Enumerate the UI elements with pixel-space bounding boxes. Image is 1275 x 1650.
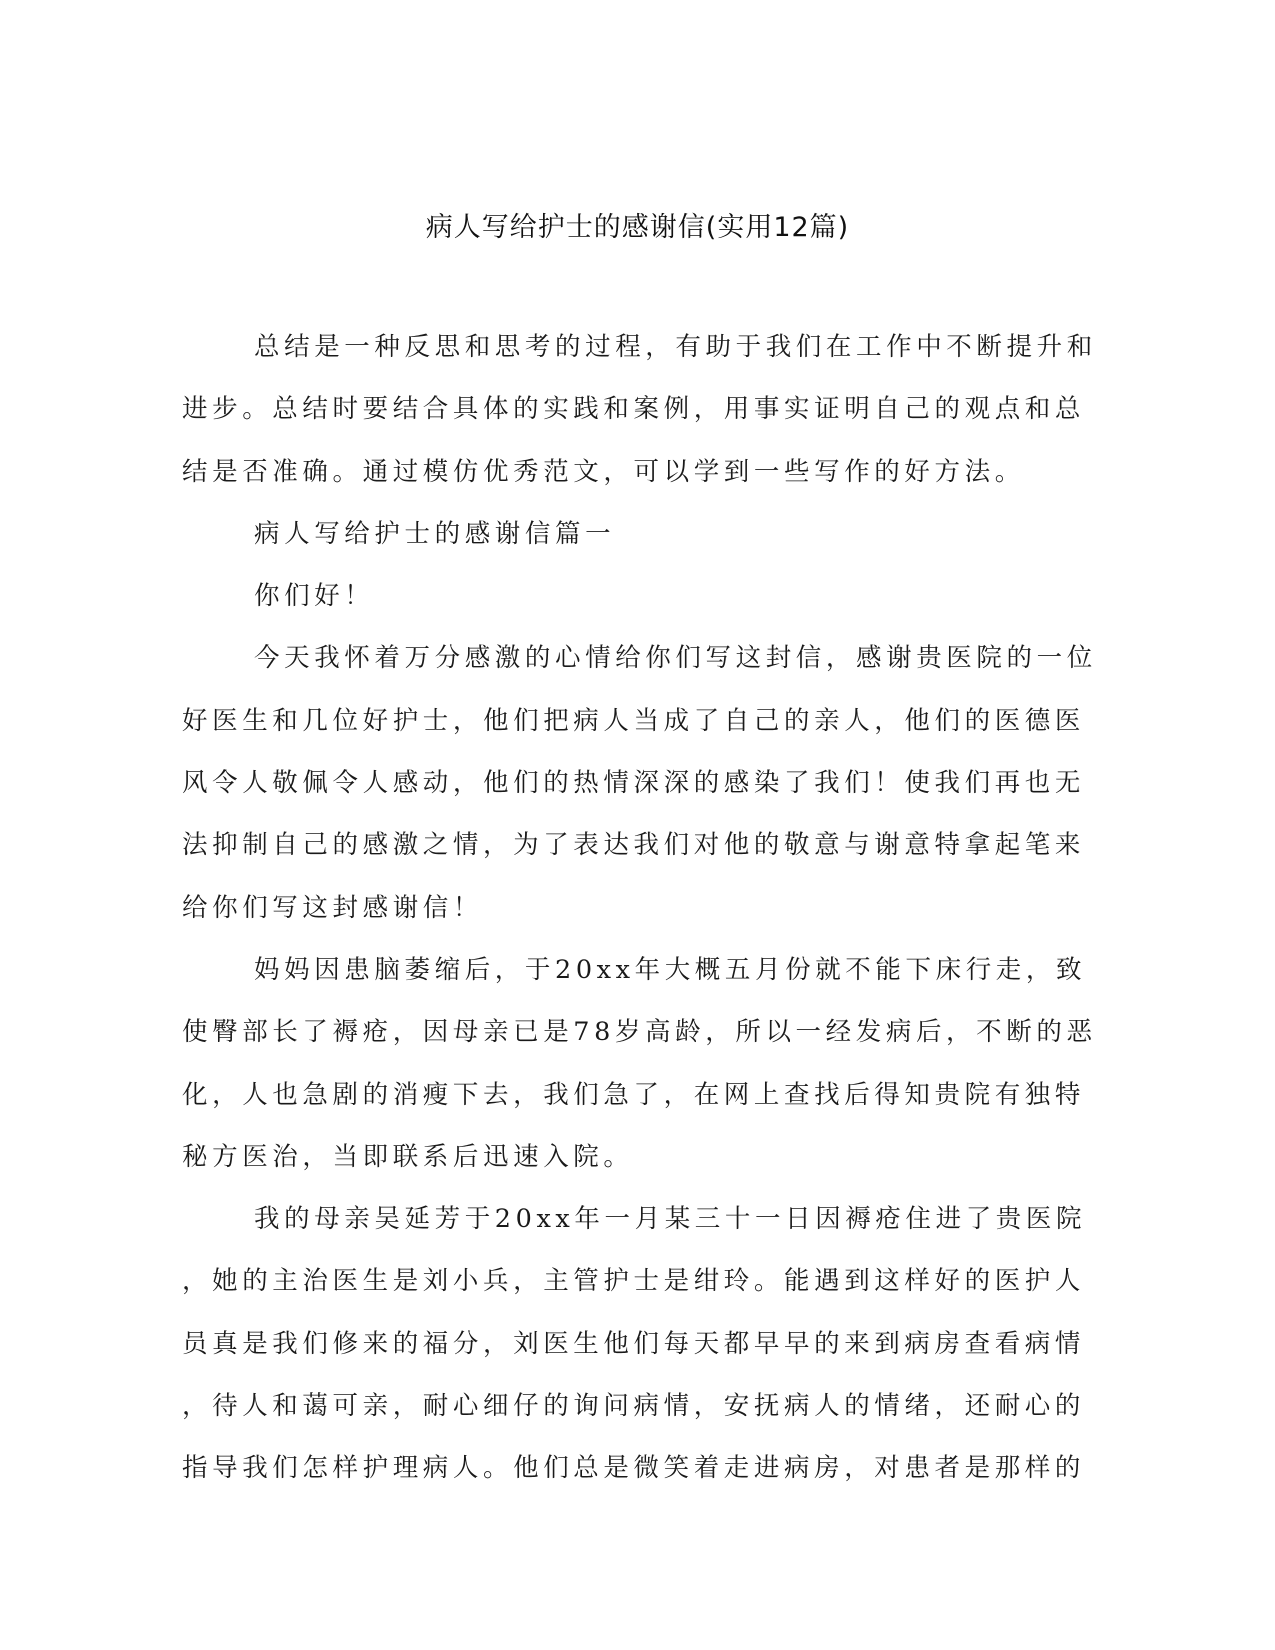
paragraph-line: 员真是我们修来的福分，刘医生他们每天都早早的来到病房查看病情 — [182, 1328, 1086, 1359]
paragraph-line: 结是否准确。通过模仿优秀范文，可以学到一些写作的好方法。 — [182, 456, 1025, 487]
paragraph-line: ，待人和蔼可亲，耐心细仔的询问病情，安抚病人的情绪，还耐心的 — [182, 1391, 1086, 1422]
paragraph-line: 法抑制自己的感激之情，为了表达我们对他的敬意与谢意特拿起笔来 — [182, 830, 1086, 861]
salutation: 你们好！ — [254, 581, 375, 612]
document-body — [182, 316, 1097, 1500]
section-heading: 病人写给护士的感谢信篇一 — [254, 518, 616, 549]
paragraph-line: 好医生和几位好护士，他们把病人当成了自己的亲人，他们的医德医 — [182, 705, 1086, 736]
paragraph-line: ，她的主治医生是刘小兵，主管护士是绀玲。能遇到这样好的医护人 — [182, 1266, 1086, 1297]
paragraph-line: 秘方医治，当即联系后迅速入院。 — [182, 1141, 634, 1172]
paragraph-line: 风令人敬佩令人感动，他们的热情深深的感染了我们！使我们再也无 — [182, 768, 1086, 799]
document-title: 病人写给护士的感谢信(实用12篇) — [425, 212, 850, 243]
paragraph-line: 指导我们怎样护理病人。他们总是微笑着走进病房，对患者是那样的 — [182, 1453, 1086, 1484]
paragraph-line: 妈妈因患脑萎缩后，于20xx年大概五月份就不能下床行走，致 — [254, 954, 1087, 985]
paragraph-line: 我的母亲吴延芳于20xx年一月某三十一日因褥疮住进了贵医院 — [254, 1204, 1087, 1235]
paragraph-line: 使臀部长了褥疮，因母亲已是78岁高龄，所以一经发病后，不断的恶 — [182, 1017, 1097, 1048]
paragraph-line: 总结是一种反思和思考的过程，有助于我们在工作中不断提升和 — [254, 332, 1097, 362]
paragraph-line: 化，人也急剧的消瘦下去，我们急了，在网上查找后得知贵院有独特 — [182, 1079, 1086, 1110]
paragraph-line: 给你们写这封感谢信！ — [182, 892, 484, 923]
paragraph-line: 今天我怀着万分感激的心情给你们写这封信，感谢贵医院的一位 — [254, 643, 1097, 674]
paragraph-line: 进步。总结时要结合具体的实践和案例，用事实证明自己的观点和总 — [182, 394, 1086, 425]
